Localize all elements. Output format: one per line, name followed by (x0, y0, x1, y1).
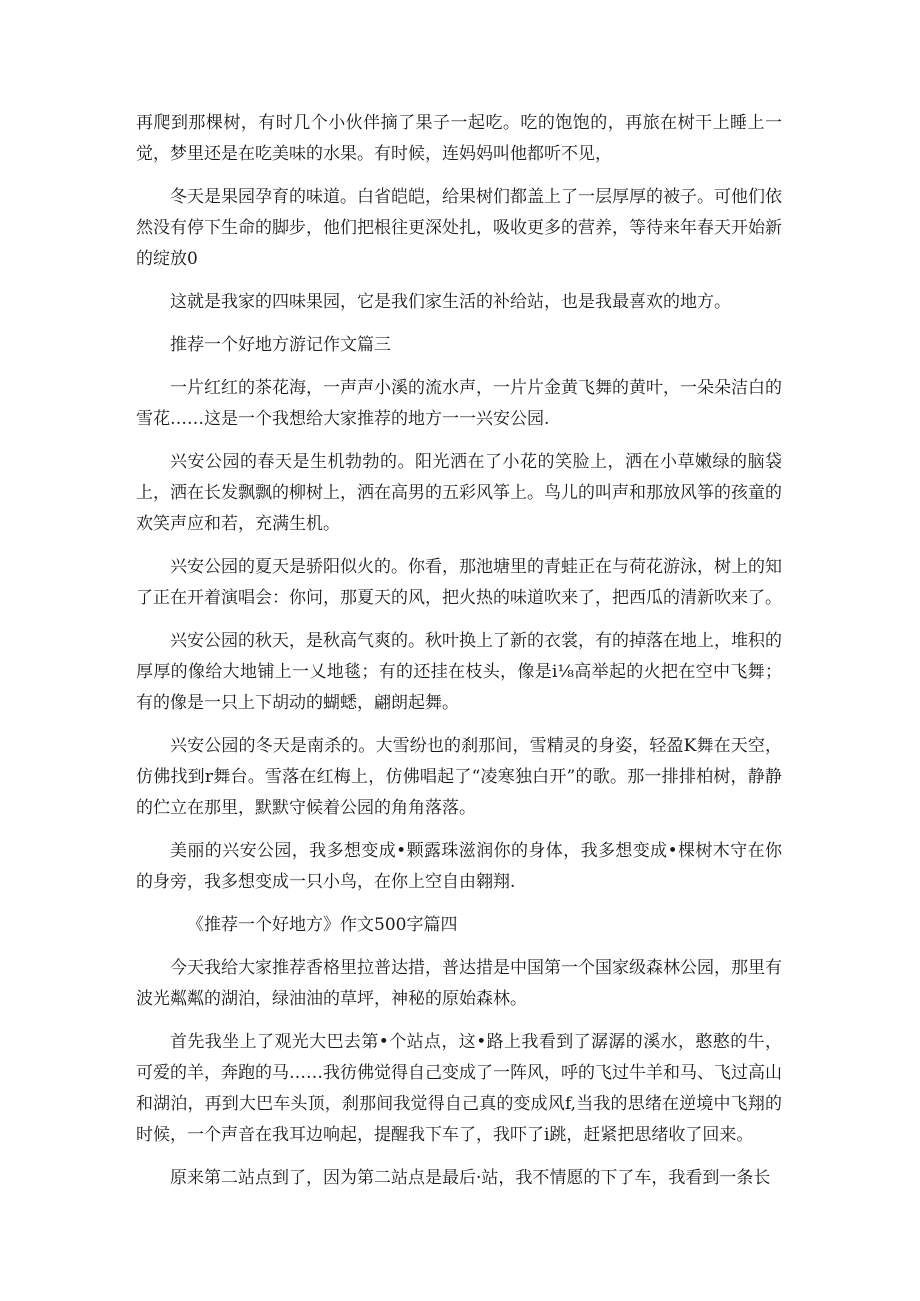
section-heading-part-three: 推荐一个好地方游记作文篇三 (170, 335, 391, 355)
paragraph-pudacuo-intro: 今天我给大家推荐香格里拉普达措，普达措是中国第一个国家级森林公园，那里有波光粼粼的湖泊，绿油油的草坪，神秘的原始森林。 (136, 958, 782, 1009)
paragraph-park-intro: 一片红红的茶花海，一声声小溪的流水声，一片片金黄飞舞的黄叶，一朵朵洁白的雪花……这是一个我想给大家推荐的地方一一兴安公园. (136, 378, 782, 429)
paragraph-pudacuo-first-stop: 首先我坐上了观光大巴去第•个站点，这•路上我看到了潺潺的溪水，憨憨的牛，可爱的羊，奔跑的马……我彷佛觉得自己变成了一阵风，呼的飞过牛羊和马、飞过高山和湖泊，再到大巴车头顶，刹那间我觉得自己真的变成风f,当我的思绪在逆境中飞翔的时候，一个声音在我耳边响起，提醒我下车了，我吓了i跳，赶紧把思绪收了回来。 (136, 1032, 782, 1145)
paragraph-pudacuo-second-stop: 原来第二站点到了，因为第二站点是最后·站，我不情愿的下了车，我看到一条长 (170, 1168, 771, 1188)
paragraph-park-winter: 兴安公园的冬天是南杀的。大雪纷也的刹那间，雪精灵的身姿，轻盈K舞在天空，仿佛找到r舞台。雪落在红梅上，仿佛唱起了“凌寒独白开”的歌。那一排排柏树，静静的伫立在那里，默默守候着公园的角角落落。 (136, 736, 782, 818)
document-body (136, 108, 782, 1206)
paragraph-orchard-climb: 再爬到那棵树，有时几个小伙伴摘了果子一起吃。吃的饱饱的，再旅在树干上睡上一觉，梦里还是在吃美味的水果。有时候，连妈妈叫他都听不见， (136, 113, 782, 164)
paragraph-orchard-winter: 冬天是果园孕育的味道。白省皑皑，给果树们都盖上了一层厚厚的被子。可他们依然没有停下生命的脚步，他们把根往更深处扎，吸收更多的营养，等待来年春天开始新的绽放0 (136, 187, 782, 269)
paragraph-park-autumn: 兴安公园的秋天，是秋高气爽的。秋叶换上了新的衣裳，有的掉落在地上，堆积的厚厚的像给大地铺上一乂地毯；有的还挂在枝头，像是i⅛高举起的火把在空中飞舞；有的像是一只上下胡动的蝴蟋，翩朗起舞。 (136, 631, 782, 713)
paragraph-park-spring: 兴安公园的春天是生机勃勃的。阳光洒在了小花的笑脸上，洒在小草嫩绿的脑袋上，洒在长发飘飘的柳树上，洒在高男的五彩风筝上。鸟儿的叫声和那放风筝的孩童的欢笑声应和若，充满生机。 (136, 452, 782, 534)
paragraph-park-summer: 兴安公园的夏天是骄阳似火的。你看，那池塘里的青蛙正在与荷花游泳，树上的知了正在开着演唱会：你问，那夏天的风，把火热的味道吹来了，把西瓜的清新吹来了。 (136, 557, 782, 608)
paragraph-orchard-conclusion: 这就是我家的四味果园，它是我们家生活的补给站，也是我最喜欢的地方。 (170, 292, 731, 312)
paragraph-park-conclusion: 美丽的兴安公园，我多想变成•颗露珠滋润你的身体，我多想变成•棵树木守在你的身旁，我多想变成一只小鸟，在你上空自由翱翔. (136, 841, 782, 892)
section-heading-part-four: 《推荐一个好地方》作文500字篇四 (187, 915, 458, 935)
